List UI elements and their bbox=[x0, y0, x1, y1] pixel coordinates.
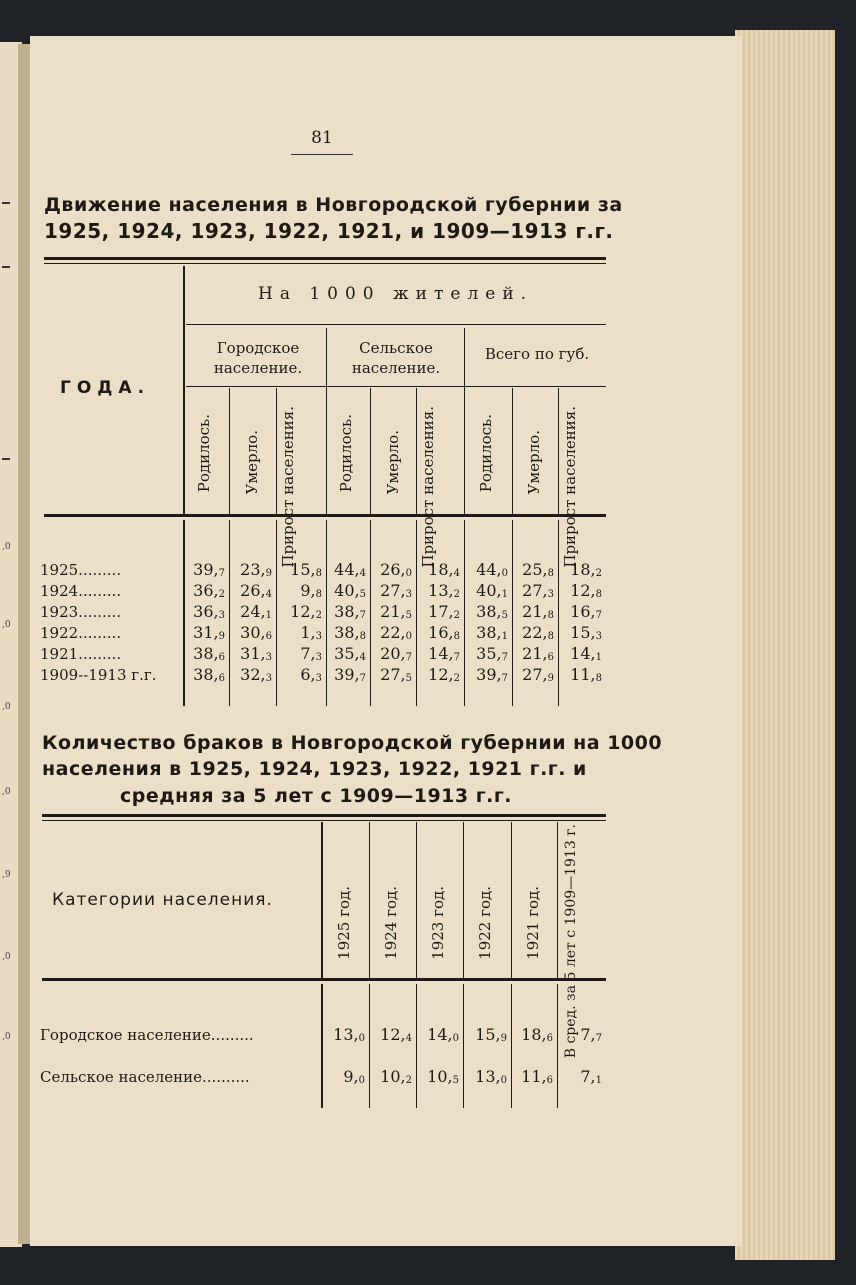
table2-cell: 11,6 bbox=[521, 1067, 553, 1086]
table1-cell: 38,8 bbox=[334, 623, 366, 642]
table1-cell: 22,0 bbox=[380, 623, 412, 642]
t1-sub-growth-1: Прирост населения. bbox=[279, 406, 297, 568]
table1-cell: 36,2 bbox=[193, 581, 225, 600]
table1-cell: 18,2 bbox=[570, 560, 602, 579]
table1-title-line2: 1925, 1924, 1923, 1922, 1921, и 1909—1913 г.г. bbox=[44, 219, 614, 243]
table1-cell: 27,3 bbox=[522, 581, 554, 600]
table2-top-rule bbox=[42, 814, 606, 817]
t2-col-1922: 1922 год. bbox=[476, 886, 494, 960]
table1-cell: 44,0 bbox=[476, 560, 508, 579]
table1-cell: 11,8 bbox=[570, 665, 602, 684]
table1-cell: 40,1 bbox=[476, 581, 508, 600]
table1-rows-header: ГОДА. bbox=[60, 378, 151, 398]
table1-super-header: На 1000 жителей. bbox=[258, 284, 534, 304]
table1-cell: 36,3 bbox=[193, 602, 225, 621]
table1-cell: 14,7 bbox=[428, 644, 460, 663]
table1-row-label: 1922......... bbox=[40, 624, 122, 642]
table1-cell: 38,6 bbox=[193, 665, 225, 684]
t1-sub-born-2: Родилось. bbox=[337, 414, 355, 493]
table1-cell: 38,1 bbox=[476, 623, 508, 642]
table1-cell: 39,7 bbox=[476, 665, 508, 684]
table2-rows-header: Категории населения. bbox=[52, 890, 273, 910]
table1-group-urban: Городское население. bbox=[213, 339, 303, 377]
page-stack-edge bbox=[735, 30, 835, 1260]
table2-cell: 13,0 bbox=[333, 1025, 365, 1044]
table1-cell: 27,9 bbox=[522, 665, 554, 684]
table2-cell: 10,2 bbox=[380, 1067, 412, 1086]
table2-title-line3: средняя за 5 лет с 1909—1913 г.г. bbox=[120, 785, 513, 807]
table1-cell: 6,3 bbox=[300, 665, 322, 684]
table1-cell: 15,8 bbox=[290, 560, 322, 579]
table1-cell: 22,8 bbox=[522, 623, 554, 642]
table1-cell: 12,2 bbox=[428, 665, 460, 684]
page-number-rule bbox=[291, 154, 353, 155]
table1-cell: 24,1 bbox=[240, 602, 272, 621]
table2-title-line2: населения в 1925, 1924, 1923, 1922, 1921 г.г. и bbox=[42, 758, 587, 780]
t1-sub-born-3: Родилось. bbox=[477, 414, 495, 493]
table2-cell: 14,0 bbox=[427, 1025, 459, 1044]
table1-cell: 21,8 bbox=[522, 602, 554, 621]
table1-cell: 21,5 bbox=[380, 602, 412, 621]
table1-group-rural: Сельское население. bbox=[351, 339, 441, 377]
table1-cell: 40,5 bbox=[334, 581, 366, 600]
table1-cell: 1,3 bbox=[300, 623, 322, 642]
table1-row-label: 1921......... bbox=[40, 645, 122, 663]
t1-sub-died-2: Умерло. bbox=[384, 430, 402, 495]
table1-cell: 16,8 bbox=[428, 623, 460, 642]
table1-cell: 26,4 bbox=[240, 581, 272, 600]
table1-cell: 14,1 bbox=[570, 644, 602, 663]
table1-cell: 16,7 bbox=[570, 602, 602, 621]
t2-col-1921: 1921 год. bbox=[524, 886, 542, 960]
table1-row-label: 1924......... bbox=[40, 582, 122, 600]
table2-cell: 18,6 bbox=[521, 1025, 553, 1044]
table1-cell: 18,4 bbox=[428, 560, 460, 579]
table1-cell: 39,7 bbox=[193, 560, 225, 579]
table2-row-label: Сельское население.......... bbox=[40, 1068, 250, 1086]
table1-cell: 13,2 bbox=[428, 581, 460, 600]
table1-row-label: 1923......... bbox=[40, 603, 122, 621]
table1-cell: 9,8 bbox=[300, 581, 322, 600]
table1-header-rule bbox=[44, 514, 606, 517]
table1-group-total: Всего по губ. bbox=[484, 345, 590, 363]
t1-sub-born-1: Родилось. bbox=[195, 414, 213, 493]
table1-row-label: 1925......... bbox=[40, 561, 122, 579]
table1-cell: 39,7 bbox=[334, 665, 366, 684]
table2-cell: 7,1 bbox=[580, 1067, 602, 1086]
table1-cell: 31,3 bbox=[240, 644, 272, 663]
table2-cell: 7,7 bbox=[580, 1025, 602, 1044]
t1-sub-growth-2: Прирост населения. bbox=[419, 406, 437, 568]
table1-cell: 44,4 bbox=[334, 560, 366, 579]
table1-cell: 31,9 bbox=[193, 623, 225, 642]
table1-cell: 35,7 bbox=[476, 644, 508, 663]
table2-title-line1: Количество браков в Новгородской губернии на 1000 bbox=[42, 732, 663, 754]
table1-cell: 32,3 bbox=[240, 665, 272, 684]
table1-label-divider bbox=[183, 266, 185, 516]
table1-cell: 21,6 bbox=[522, 644, 554, 663]
table1-cell: 27,3 bbox=[380, 581, 412, 600]
table2-row-label: Городское население......... bbox=[40, 1026, 254, 1044]
table1-top-rule bbox=[44, 257, 606, 260]
table1-cell: 12,8 bbox=[570, 581, 602, 600]
t2-col-1923: 1923 год. bbox=[429, 886, 447, 960]
table1-cell: 20,7 bbox=[380, 644, 412, 663]
table2-cell: 12,4 bbox=[380, 1025, 412, 1044]
t1-sub-growth-3: Прирост населения. bbox=[561, 406, 579, 568]
table2-cell: 10,5 bbox=[427, 1067, 459, 1086]
left-page-edge: ,0 ,0 ,0 ,0 ,9 ,0 ,0 bbox=[0, 42, 22, 1247]
table1-title-line1: Движение населения в Новгородской губернии за bbox=[44, 194, 623, 216]
table1-cell: 15,3 bbox=[570, 623, 602, 642]
t2-col-average: В сред. за 5 лет с 1909—1913 г. bbox=[563, 824, 579, 1059]
table1-cell: 23,9 bbox=[240, 560, 272, 579]
table1-cell: 7,3 bbox=[300, 644, 322, 663]
table1-cell: 12,2 bbox=[290, 602, 322, 621]
table1-cell: 30,6 bbox=[240, 623, 272, 642]
table1-cell: 25,8 bbox=[522, 560, 554, 579]
table1-cell: 38,5 bbox=[476, 602, 508, 621]
page-number: 81 bbox=[311, 128, 333, 148]
table1-cell: 38,7 bbox=[334, 602, 366, 621]
table2-cell: 9,0 bbox=[343, 1067, 365, 1086]
table2-cell: 13,0 bbox=[475, 1067, 507, 1086]
t2-col-1924: 1924 год. bbox=[382, 886, 400, 960]
table1-cell: 35,4 bbox=[334, 644, 366, 663]
table2-cell: 15,9 bbox=[475, 1025, 507, 1044]
t2-col-1925: 1925 год. bbox=[335, 886, 353, 960]
table1-cell: 27,5 bbox=[380, 665, 412, 684]
t1-sub-died-1: Умерло. bbox=[243, 430, 261, 495]
table1-cell: 17,2 bbox=[428, 602, 460, 621]
table1-row-label: 1909--1913 г.г. bbox=[40, 666, 157, 684]
table2-header-rule bbox=[42, 978, 606, 981]
t1-sub-died-3: Умерло. bbox=[525, 430, 543, 495]
table1-cell: 38,6 bbox=[193, 644, 225, 663]
table1-cell: 26,0 bbox=[380, 560, 412, 579]
